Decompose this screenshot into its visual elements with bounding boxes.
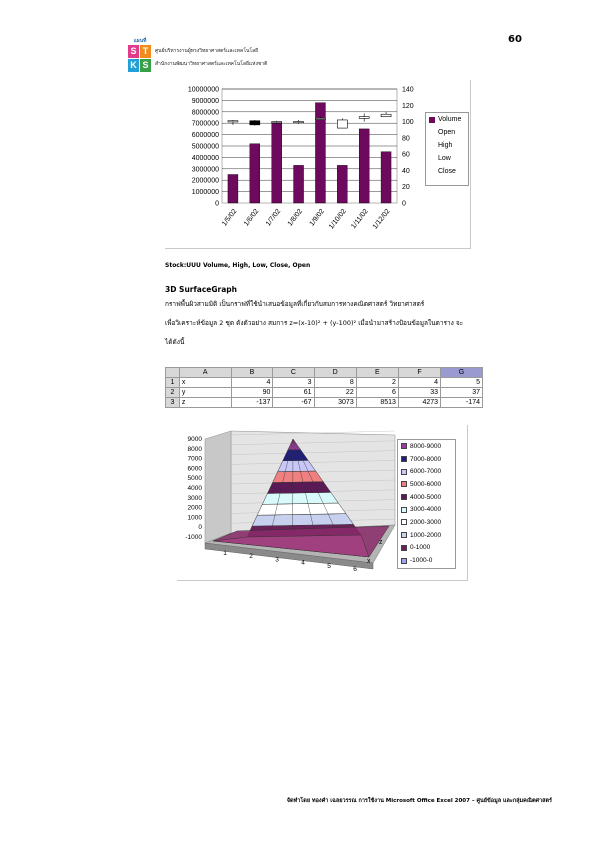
legend-label: Close bbox=[438, 168, 456, 175]
table-row bbox=[166, 378, 483, 388]
x-tick-label: 2 bbox=[249, 553, 253, 561]
ohlc-candle bbox=[381, 114, 391, 116]
header-org-line2: สำนักงานพัฒนาวิทยาศาสตร์และเทคโนโลยีแห่งชาติ bbox=[155, 61, 268, 67]
surface-band bbox=[267, 482, 330, 494]
legend-item bbox=[398, 453, 455, 466]
volume-bar bbox=[272, 123, 282, 203]
x-tick-label: 4 bbox=[301, 559, 305, 567]
row-header[interactable]: 2 bbox=[166, 388, 180, 398]
cell[interactable]: 4 bbox=[231, 378, 273, 388]
legend-swatch bbox=[401, 532, 407, 538]
ohlc-candle bbox=[272, 122, 282, 123]
volume-bar bbox=[337, 165, 347, 203]
x-tick-label: 1/7/02 bbox=[264, 207, 283, 228]
y2-tick-label: 20 bbox=[402, 184, 410, 192]
legend-swatch bbox=[401, 507, 407, 513]
legend-item bbox=[398, 440, 455, 453]
cell[interactable]: 61 bbox=[273, 388, 314, 398]
paragraph-line-2: เพื่อวิเคราะห์ข้อมูล 2 ชุด ดังตัวอย่าง สมการ z=(x-10)² + (y-100)² เมื่อนำมาสร้างป้อนข้อมูลในตาราง จะ bbox=[165, 319, 464, 327]
cell[interactable]: y bbox=[179, 388, 231, 398]
legend-swatch bbox=[401, 558, 407, 564]
x-tick-label: 1/12/02 bbox=[371, 207, 392, 231]
legend-item-low bbox=[426, 152, 468, 165]
legend-item bbox=[398, 465, 455, 478]
volume-swatch bbox=[429, 117, 435, 123]
cell[interactable]: 33 bbox=[398, 388, 440, 398]
legend-swatch bbox=[401, 469, 407, 475]
logo-tile-s2: S bbox=[140, 59, 151, 72]
y2-tick-label: 40 bbox=[402, 167, 410, 175]
x-tick-label: 6 bbox=[353, 566, 357, 573]
paragraph-line-3: ได้ดังนี้ bbox=[165, 338, 185, 346]
y-tick-label: 1000000 bbox=[191, 189, 219, 197]
ohlc-candle bbox=[250, 121, 260, 125]
x-tick-label: 1/8/02 bbox=[286, 207, 305, 228]
section-title: 3D SurfaceGraph bbox=[165, 285, 237, 294]
z-axis-label: z bbox=[379, 539, 383, 546]
legend-swatch bbox=[401, 456, 407, 462]
cell[interactable]: x bbox=[179, 378, 231, 388]
x-tick-label: 1/5/02 bbox=[221, 207, 239, 228]
legend-label: 4000-5000 bbox=[410, 493, 442, 501]
legend-swatch bbox=[401, 519, 407, 525]
cell[interactable]: 90 bbox=[231, 388, 273, 398]
logo-caption: แผนที่ bbox=[133, 38, 147, 44]
legend-label: Volume bbox=[438, 116, 462, 123]
x-tick-label: 1/9/02 bbox=[308, 207, 327, 228]
cell[interactable]: 4 bbox=[398, 378, 440, 388]
table-row bbox=[166, 388, 483, 398]
row-header[interactable]: 1 bbox=[166, 378, 180, 388]
x-tick-label: 5 bbox=[327, 562, 331, 570]
cell[interactable]: 6 bbox=[356, 388, 398, 398]
y-tick-label: 9000000 bbox=[191, 97, 219, 105]
x-tick-label: 3 bbox=[275, 556, 279, 564]
cell[interactable]: 3 bbox=[273, 378, 314, 388]
legend-item bbox=[398, 529, 455, 542]
y-tick-label: 0 bbox=[215, 200, 219, 208]
ohlc-candle bbox=[359, 117, 369, 119]
column-header-b[interactable]: B bbox=[231, 368, 273, 378]
y-tick-label: 8000000 bbox=[191, 109, 219, 117]
volume-bar bbox=[250, 144, 260, 203]
x-axis-label: x bbox=[367, 558, 371, 565]
row-header[interactable]: 3 bbox=[166, 398, 180, 408]
legend-label: 8000-9000 bbox=[410, 442, 442, 450]
x-tick-label: 1/6/02 bbox=[242, 207, 261, 228]
page-number: 60 bbox=[508, 34, 522, 45]
legend-label: 7000-8000 bbox=[410, 455, 442, 463]
column-header-c[interactable]: C bbox=[273, 368, 314, 378]
legend-swatch bbox=[401, 494, 407, 500]
y2-tick-label: 80 bbox=[402, 135, 410, 143]
legend-item bbox=[398, 554, 455, 567]
logo-tile-t: T bbox=[140, 45, 151, 58]
legend-label: 3000-4000 bbox=[410, 506, 442, 514]
header-org-line1: ศูนย์บริหารงานผู้ทรงวิทยาศาสตร์และเทคโนโลยี bbox=[155, 48, 259, 54]
cell[interactable]: 2 bbox=[356, 378, 398, 388]
legend-label: 5000-6000 bbox=[410, 480, 442, 488]
cell[interactable]: 8 bbox=[314, 378, 356, 388]
z-tick-label: 6000 bbox=[187, 465, 202, 473]
table-row bbox=[166, 398, 483, 408]
y-tick-label: 3000000 bbox=[191, 166, 219, 174]
corner-cell[interactable] bbox=[166, 368, 180, 378]
legend-label: Open bbox=[438, 129, 456, 136]
y2-tick-label: 100 bbox=[402, 119, 414, 127]
paragraph-line-1: กราฟพื้นผิวสามมิติ เป็นกราฟที่ใช้นำเสนอข้อมูลที่เกี่ยวกับสมการทางคณิตศาสตร์ วิทยาศาสตร์ bbox=[165, 300, 425, 308]
x-tick-label: 1 bbox=[223, 550, 227, 557]
z-tick-label: 7000 bbox=[187, 455, 202, 463]
legend-label: 0-1000 bbox=[410, 544, 431, 552]
z-tick-label: 2000 bbox=[187, 504, 202, 512]
y2-tick-label: 0 bbox=[402, 200, 406, 208]
z-tick-label: 5000 bbox=[187, 475, 202, 483]
y2-tick-label: 60 bbox=[402, 151, 410, 159]
logo-tile-k: K bbox=[128, 59, 139, 72]
cell[interactable]: z bbox=[179, 398, 231, 408]
legend-item bbox=[398, 491, 455, 504]
legend-item bbox=[398, 503, 455, 516]
surface-band bbox=[257, 503, 346, 515]
y-tick-label: 7000000 bbox=[191, 120, 219, 128]
surface-chart bbox=[177, 425, 468, 581]
z-tick-label: 3000 bbox=[187, 494, 202, 502]
z-tick-label: 1000 bbox=[187, 514, 202, 522]
legend-label: -1000-0 bbox=[410, 557, 433, 565]
side-wall bbox=[205, 431, 231, 543]
ohlc-candle bbox=[337, 120, 347, 128]
stock-chart bbox=[165, 80, 471, 249]
cell[interactable]: 5 bbox=[441, 378, 483, 388]
cell[interactable]: 4273 bbox=[398, 398, 440, 408]
cell[interactable]: -137 bbox=[231, 398, 273, 408]
y-tick-label: 6000000 bbox=[191, 132, 219, 140]
column-header-row bbox=[166, 368, 483, 378]
legend-label: 1000-2000 bbox=[410, 531, 442, 539]
volume-bar bbox=[228, 175, 238, 204]
x-tick-label: 1/10/02 bbox=[327, 207, 348, 231]
logo-tile-s: S bbox=[128, 45, 139, 58]
surface-band bbox=[262, 492, 338, 504]
column-header-g[interactable]: G bbox=[441, 368, 483, 378]
y-tick-label: 10000000 bbox=[187, 86, 219, 94]
cell[interactable]: 3073 bbox=[314, 398, 356, 408]
ohlc-candle bbox=[228, 121, 238, 122]
z-tick-label: 8000 bbox=[187, 445, 202, 453]
cell[interactable]: 37 bbox=[441, 388, 483, 398]
column-header-e[interactable]: E bbox=[356, 368, 398, 378]
cell[interactable]: 22 bbox=[314, 388, 356, 398]
volume-bar bbox=[359, 129, 369, 203]
legend-swatch bbox=[401, 545, 407, 551]
legend-item bbox=[398, 516, 455, 529]
volume-bar bbox=[381, 152, 391, 203]
legend-item-high bbox=[426, 139, 468, 152]
legend-item-close bbox=[426, 165, 468, 178]
y-tick-label: 4000000 bbox=[191, 154, 219, 162]
stks-logo bbox=[128, 38, 152, 72]
z-tick-label: 0 bbox=[198, 524, 202, 532]
z-tick-label: -1000 bbox=[185, 534, 202, 541]
legend-swatch bbox=[401, 443, 407, 449]
stock-legend bbox=[425, 112, 469, 186]
z-tick-label: 9000 bbox=[187, 436, 202, 443]
column-header-a[interactable]: A bbox=[179, 368, 231, 378]
cell[interactable]: 8513 bbox=[356, 398, 398, 408]
legend-item bbox=[398, 542, 455, 555]
legend-item-volume bbox=[426, 113, 468, 126]
cell[interactable]: -174 bbox=[441, 398, 483, 408]
y-tick-label: 2000000 bbox=[191, 177, 219, 185]
surface-legend bbox=[397, 439, 456, 569]
legend-item bbox=[398, 478, 455, 491]
page-footer: จัดทำโดย ทองคำ เฉลยวรรณ การใช้งาน Microsoft Office Excel 2007 – ศูนย์ข้อมูล และกลุ่มคณิตศาสตร์ bbox=[286, 798, 552, 804]
column-header-d[interactable]: D bbox=[314, 368, 356, 378]
legend-label: High bbox=[438, 142, 453, 149]
cell[interactable]: -67 bbox=[273, 398, 314, 408]
legend-label: 2000-3000 bbox=[410, 518, 442, 526]
column-header-f[interactable]: F bbox=[398, 368, 440, 378]
legend-label: Low bbox=[438, 155, 451, 162]
y2-tick-label: 140 bbox=[402, 86, 414, 94]
legend-swatch bbox=[401, 481, 407, 487]
surface-band bbox=[273, 471, 324, 483]
surface-band bbox=[252, 514, 353, 526]
chart-caption: Stock:UUU Volume, High, Low, Close, Open bbox=[165, 262, 311, 269]
y2-tick-label: 120 bbox=[402, 102, 414, 110]
ohlc-candle bbox=[294, 122, 304, 123]
x-tick-label: 1/11/02 bbox=[350, 207, 370, 231]
y-tick-label: 5000000 bbox=[191, 143, 219, 151]
legend-label: 6000-7000 bbox=[410, 468, 442, 476]
ohlc-candle bbox=[315, 118, 325, 119]
z-tick-label: 4000 bbox=[187, 485, 202, 492]
spreadsheet-table bbox=[165, 367, 483, 408]
volume-bar bbox=[294, 165, 304, 203]
legend-item-open bbox=[426, 126, 468, 139]
